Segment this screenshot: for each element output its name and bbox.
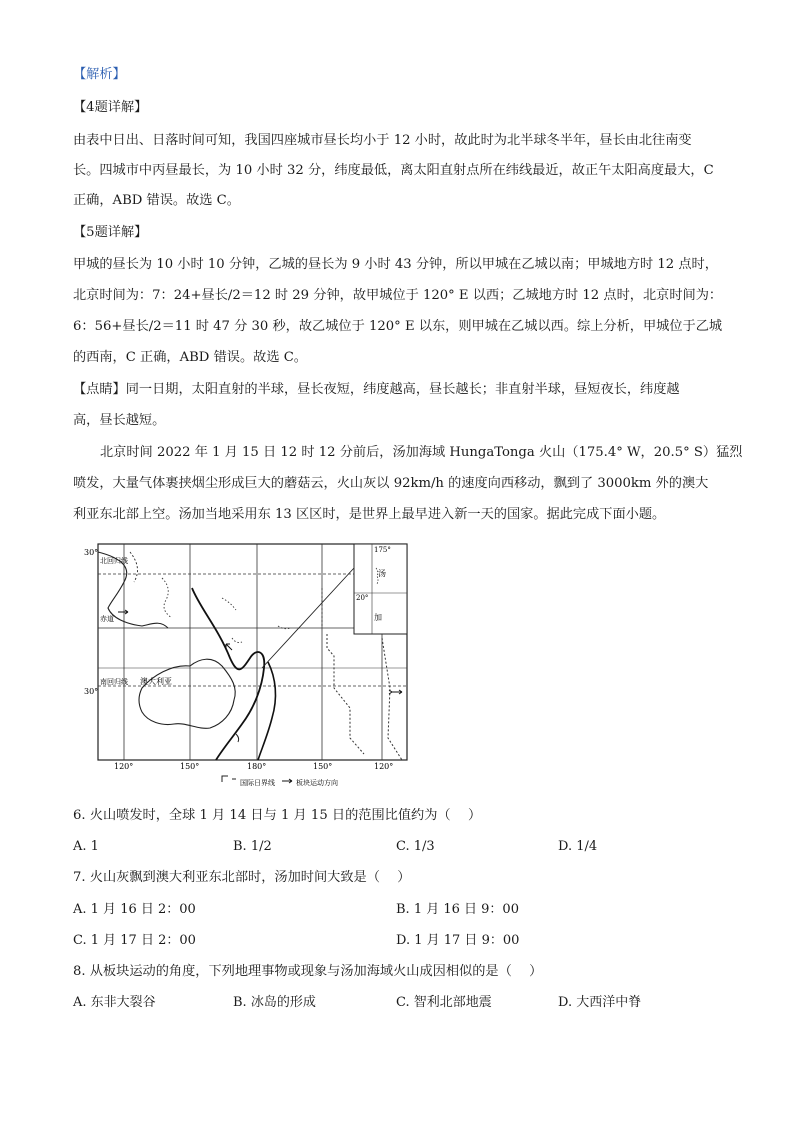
q7-option-a[interactable]: A. 1 月 16 日 2：00 <box>73 902 196 917</box>
lon-180-label: 180° <box>247 762 267 771</box>
south-tropic-label: 南回归线 <box>100 678 128 686</box>
q5-line-4: 的西南，C 正确，ABD 错误。故选 C。 <box>73 350 307 365</box>
q8-stem: 8. 从板块运动的角度，下列地理事物或现象与汤加海域火山成因相似的是（ ） <box>73 964 543 979</box>
q8-option-d[interactable]: D. 大西洋中脊 <box>558 995 642 1010</box>
q4-line-2: 长。四城市中丙昼最长，为 10 小时 32 分，纬度最低，离太阳直射点所在纬线最近，故正午太阳高度最大，C <box>73 163 714 178</box>
inset-tang-label: 汤 <box>378 569 386 578</box>
inset-175-label: 175° <box>374 546 391 554</box>
q6-option-a[interactable]: A. 1 <box>73 839 99 854</box>
legend-idl-label: 国际日界线 <box>240 779 275 787</box>
legend-plate-label: 板块运动方向 <box>296 779 338 787</box>
legend-idl-symbol <box>222 776 236 782</box>
tip-line-2: 高，昼长越短。 <box>73 413 166 428</box>
lon-120b-label: 120° <box>374 762 394 771</box>
q8-option-a[interactable]: A. 东非大裂谷 <box>73 995 156 1010</box>
q4-header: 【4题详解】 <box>73 100 148 115</box>
q6-option-c[interactable]: C. 1/3 <box>396 839 435 854</box>
analysis-label: 【解析】 <box>73 67 126 82</box>
q8-option-c[interactable]: C. 智利北部地震 <box>396 995 492 1010</box>
q5-line-2: 北京时间为：7：24+昼长/2＝12 时 29 分钟，故甲城位于 120° E 以西；乙城地方时 12 点时，北京时间为： <box>73 288 723 303</box>
inset-jia-label: 加 <box>374 613 382 622</box>
north-tropic-label: 北回归线 <box>100 557 128 565</box>
tip-line-1: 【点睛】同一日期，太阳直射的半球，昼长夜短，纬度越高，昼长越长；非直射半球，昼短夜长，纬度越 <box>73 382 680 397</box>
inset-20-label: 20° <box>356 594 369 602</box>
q6-stem: 6. 火山喷发时，全球 1 月 14 日与 1 月 15 日的范围比值约为（ ） <box>73 808 482 823</box>
plate-arrow-1 <box>118 610 128 614</box>
q6-option-b[interactable]: B. 1/2 <box>233 839 272 854</box>
passage-line-2: 喷发，大量气体裹挟烟尘形成巨大的蘑菇云，火山灰以 92km/h 的速度向西移动，飘到了 3000km 外的澳大 <box>73 476 709 491</box>
q5-header: 【5题详解】 <box>73 225 148 240</box>
equator-label: 赤道 <box>100 615 114 623</box>
lat-top-label: 30° <box>84 548 99 557</box>
q6-option-d[interactable]: D. 1/4 <box>558 839 598 854</box>
plate-arrow-3 <box>389 690 402 694</box>
lon-150-label: 150° <box>180 762 200 771</box>
q4-line-3: 正确，ABD 错误。故选 C。 <box>73 193 240 208</box>
route-line <box>262 568 354 668</box>
q5-line-1: 甲城的昼长为 10 小时 10 分钟，乙城的昼长为 9 小时 43 分钟，所以甲城在乙城以南；甲城地方时 12 点时， <box>73 257 718 272</box>
q7-option-d[interactable]: D. 1 月 17 日 9：00 <box>396 933 520 948</box>
passage-line-1: 北京时间 2022 年 1 月 15 日 12 时 12 分前后，汤加海域 HungaTonga 火山（175.4° W，20.5° S）猛烈 <box>100 445 743 460</box>
q8-option-b[interactable]: B. 冰岛的形成 <box>233 995 316 1010</box>
lat-bottom-label: 30° <box>84 687 99 696</box>
q5-line-3: 6：56+昼长/2＝11 时 47 分 30 秒，故乙城位于 120° E 以东，则甲城在乙城以西。综上分析，甲城位于乙城 <box>73 319 723 334</box>
q7-option-b[interactable]: B. 1 月 16 日 9：00 <box>396 902 519 917</box>
legend-arrow-symbol <box>282 779 292 783</box>
q7-option-c[interactable]: C. 1 月 17 日 2：00 <box>73 933 196 948</box>
tonga-map-figure <box>82 538 412 796</box>
q4-line-1: 由表中日出、日落时间可知，我国四座城市昼长均小于 12 小时，故此时为北半球冬半年，昼长由北往南变 <box>73 133 692 148</box>
passage-line-3: 利亚东北部上空。汤加当地采用东 13 区区时，是世界上最早进入新一天的国家。据此完成下面小题。 <box>73 507 666 522</box>
australia-outline <box>139 659 235 728</box>
lon-150b-label: 150° <box>313 762 333 771</box>
australia-label: 澳大利亚 <box>140 677 172 686</box>
q7-stem: 7. 火山灰飘到澳大利亚东北部时，汤加时间大致是（ ） <box>73 870 411 885</box>
lon-120-label: 120° <box>114 762 134 771</box>
